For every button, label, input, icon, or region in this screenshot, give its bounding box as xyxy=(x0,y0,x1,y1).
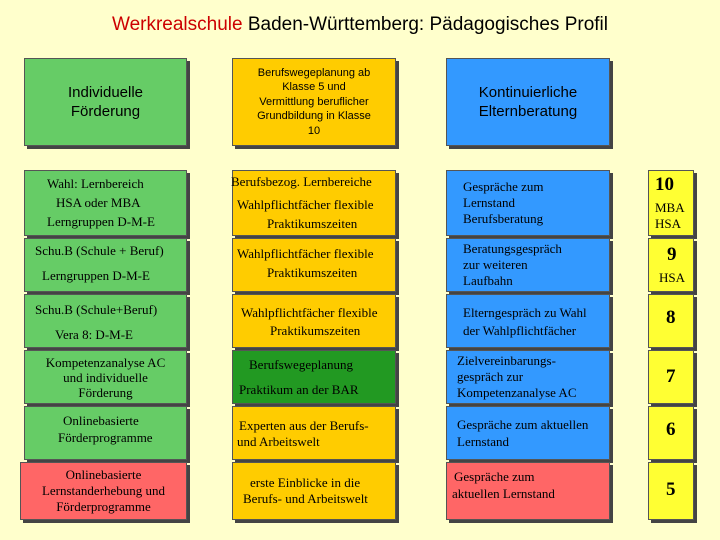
header-col1-line1: Individuelle xyxy=(67,84,144,101)
row8-col1 xyxy=(24,294,187,348)
row7-col1-line3: Förderung xyxy=(78,384,133,400)
level-5-number: 5 xyxy=(666,479,676,500)
row8-col3-line1: Elterngespräch zu Wahl xyxy=(463,305,587,320)
row6-col2 xyxy=(232,406,396,460)
page-title xyxy=(0,14,720,36)
row10-col3-line2: Lernstand xyxy=(463,195,515,210)
row6-col1-line2: Förderprogramme xyxy=(58,430,153,445)
row5-col3-line1: Gespräche zum xyxy=(454,469,535,484)
row8-col2-line1: Wahlpflichtfächer flexible xyxy=(241,305,378,320)
row10-col2-line1: Wahlpflichtfächer flexible xyxy=(237,197,374,212)
row10-col1-line1: Wahl: Lernbereich xyxy=(47,176,144,191)
level-6-number: 6 xyxy=(666,419,676,440)
level-10-number: 10 xyxy=(655,174,674,195)
row8-col1-line1: Schu.B (Schule+Beruf) xyxy=(35,302,158,317)
row5-col1 xyxy=(20,462,187,520)
header-col2-line1: Berufswegeplanung ab xyxy=(257,66,371,79)
row7-col2-line1: Berufswegeplanung xyxy=(249,357,353,372)
level-10-sub1: MBA xyxy=(655,200,685,215)
level-9-number: 9 xyxy=(667,244,677,265)
row7-col2-line2: Praktikum an der BAR xyxy=(239,382,359,397)
header-col2-line5: 10 xyxy=(307,124,321,137)
row9-col1-line1: Schu.B (Schule + Beruf) xyxy=(35,243,164,258)
row9-col1-line2: Lerngruppen D-M-E xyxy=(42,268,150,283)
row7-col3 xyxy=(446,350,610,404)
row5-col2-line2: Berufs- und Arbeitswelt xyxy=(243,491,368,506)
row10-col3 xyxy=(446,170,610,236)
level-8-number: 8 xyxy=(666,307,676,328)
row8-col2 xyxy=(232,294,396,348)
row5-col1-line3: Förderprogramme xyxy=(56,499,151,514)
row8-col2-line2: Praktikumszeiten xyxy=(270,323,361,338)
header-col3-line2: Elternberatung xyxy=(478,103,578,120)
row9-col3 xyxy=(446,238,610,292)
level-10-sub2: HSA xyxy=(655,216,682,231)
header-col2-line3: Vermittlung beruflicher xyxy=(259,95,369,108)
row5-col2-line1: erste Einblicke in die xyxy=(250,475,361,490)
row6-col2-line1: Experten aus der Berufs- xyxy=(239,418,369,433)
header-col2-line4: Grundbildung in Klasse xyxy=(257,110,371,123)
row6-col3-line2: Lernstand xyxy=(457,434,509,449)
row9-col2 xyxy=(232,238,396,292)
row9-col3-line2: zur weiteren xyxy=(463,257,528,272)
row6-col1-line1: Onlinebasierte xyxy=(63,413,139,428)
level-5 xyxy=(648,462,694,520)
row6-col3 xyxy=(446,406,610,460)
row9-col3-line3: Laufbahn xyxy=(463,273,513,288)
row10-col2 xyxy=(232,170,396,236)
row6-col3-line1: Gespräche zum aktuellen xyxy=(457,417,589,432)
row6-col1 xyxy=(24,406,187,460)
header-col2-line2: Klasse 5 und xyxy=(282,81,346,94)
row7-col1-line1: Kompetenzanalyse AC xyxy=(45,354,166,370)
header-berufswegeplanung xyxy=(232,58,396,146)
level-10 xyxy=(648,170,694,236)
level-9-sub1: HSA xyxy=(659,270,686,285)
row8-col1-line2: Vera 8: D-M-E xyxy=(55,327,133,342)
row10-col3-line3: Berufsberatung xyxy=(463,211,544,226)
header-col3-line1: Kontinuierliche xyxy=(478,84,578,101)
title-rest: Baden-Württemberg: Pädagogisches Profil xyxy=(242,14,608,35)
row7-col3-line2: gespräch zur xyxy=(457,369,524,384)
title-school: Werkrealschule xyxy=(111,14,243,35)
row8-col3-line2: der Wahlpflichtfächer xyxy=(463,323,577,338)
row9-col1 xyxy=(24,238,187,292)
row10-col3-line1: Gespräche zum xyxy=(463,179,544,194)
row5-col1-line2: Lernstanderhebung und xyxy=(41,483,166,498)
row10-col1 xyxy=(24,170,187,236)
row7-col1 xyxy=(24,350,187,404)
row5-col3-line2: aktuellen Lernstand xyxy=(452,486,555,501)
header-individuelle-foerderung xyxy=(24,58,187,146)
header-elternberatung xyxy=(446,58,610,146)
row5-col2 xyxy=(232,462,396,520)
row10-col1-line3: Lerngruppen D-M-E xyxy=(47,214,155,229)
row7-col3-line1: Zielvereinbarungs- xyxy=(457,353,556,368)
row9-col2-line1: Wahlpflichtfächer flexible xyxy=(237,246,374,261)
level-6 xyxy=(648,406,694,460)
row10-col2-title: Berufsbezog. Lernbereiche xyxy=(231,174,372,189)
row7-col3-line3: Kompetenzanalyse AC xyxy=(457,385,577,400)
row5-col1-line1: Onlinebasierte xyxy=(65,467,142,482)
header-col1-line2: Förderung xyxy=(70,103,141,120)
level-9 xyxy=(648,238,694,292)
level-8 xyxy=(648,294,694,348)
row6-col2-line2: und Arbeitswelt xyxy=(237,434,320,449)
level-7 xyxy=(648,350,694,404)
row7-col1-line2: und individuelle xyxy=(63,369,148,385)
row10-col2-line2: Praktikumszeiten xyxy=(267,216,358,231)
row7-col2 xyxy=(232,350,396,404)
row5-col3 xyxy=(446,462,610,520)
row10-col1-line2: HSA oder MBA xyxy=(56,195,141,210)
row9-col2-line2: Praktikumszeiten xyxy=(267,265,358,280)
level-7-number: 7 xyxy=(666,366,676,387)
row9-col3-line1: Beratungsgespräch xyxy=(463,241,562,256)
row8-col3 xyxy=(446,294,610,348)
